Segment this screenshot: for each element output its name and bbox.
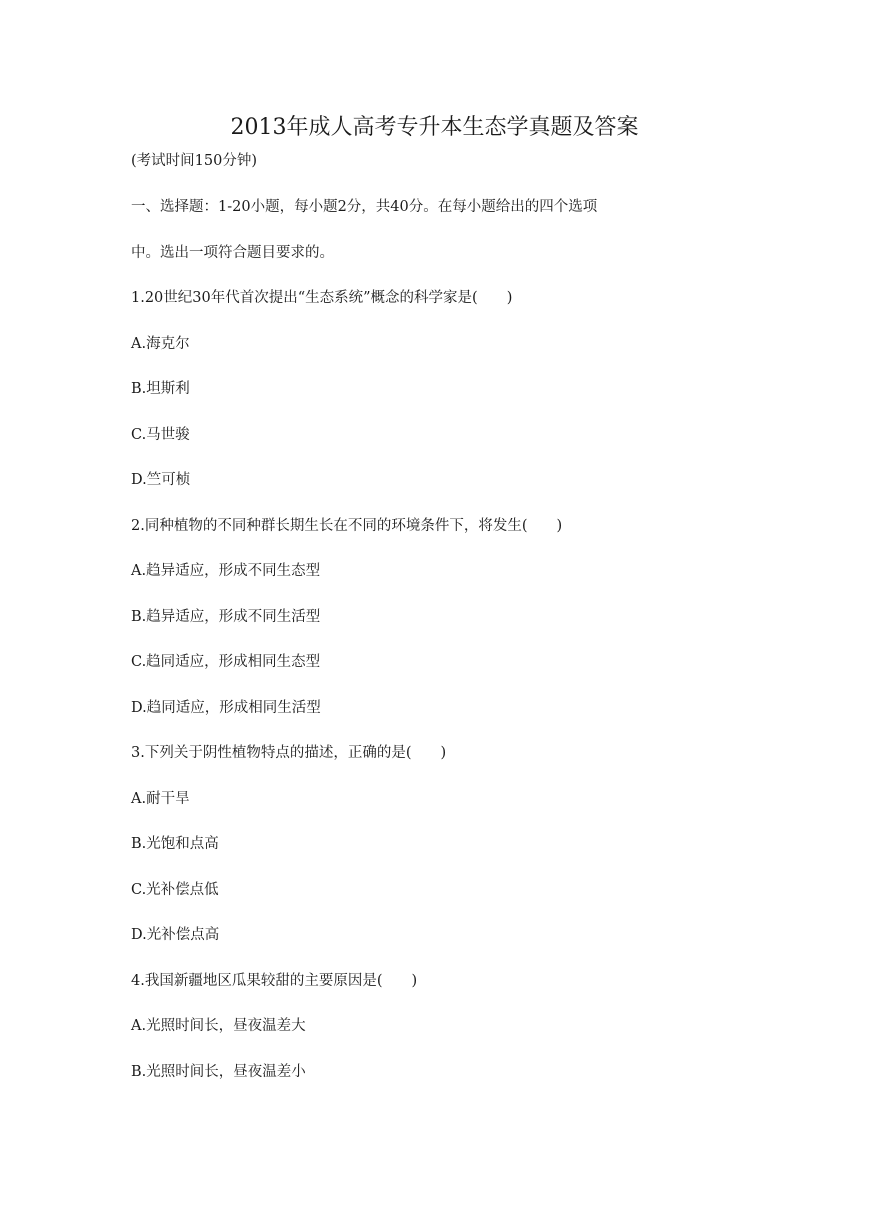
question-4-stem: 4.我国新疆地区瓜果较甜的主要原因是( ) (131, 973, 418, 989)
section-intro-line-2: 中。选出一项符合题目要求的。 (131, 245, 334, 261)
document-title: 2013年成人高考专升本生态学真题及答案 (230, 115, 639, 140)
question-1-option-b: B.坦斯利 (131, 381, 190, 397)
exam-time: (考试时间150分钟) (131, 153, 257, 169)
question-2-option-c: C.趋同适应，形成相同生态型 (131, 654, 321, 670)
question-2-stem: 2.同种植物的不同种群长期生长在不同的环境条件下，将发生( ) (131, 518, 563, 534)
question-4-option-a: A.光照时间长，昼夜温差大 (131, 1018, 306, 1034)
question-4-option-b: B.光照时间长，昼夜温差小 (131, 1064, 306, 1080)
question-1-option-d: D.竺可桢 (131, 472, 191, 488)
question-2-option-b: B.趋异适应，形成不同生活型 (131, 609, 321, 625)
question-3-option-c: C.光补偿点低 (131, 882, 219, 898)
question-1-stem: 1.20世纪30年代首次提出“生态系统”概念的科学家是( ) (131, 290, 513, 306)
section-intro-line-1: 一、选择题：1-20小题，每小题2分，共40分。在每小题给出的四个选项 (131, 199, 598, 215)
question-2-option-d: D.趋同适应，形成相同生活型 (131, 700, 321, 716)
question-3-option-b: B.光饱和点高 (131, 836, 219, 852)
question-1-option-a: A.海克尔 (131, 336, 190, 352)
question-3-stem: 3.下列关于阴性植物特点的描述，正确的是( ) (131, 745, 447, 761)
question-3-option-d: D.光补偿点高 (131, 927, 220, 943)
question-2-option-a: A.趋异适应，形成不同生态型 (131, 563, 321, 579)
question-1-option-c: C.马世骏 (131, 427, 190, 443)
question-3-option-a: A.耐干旱 (131, 791, 190, 807)
